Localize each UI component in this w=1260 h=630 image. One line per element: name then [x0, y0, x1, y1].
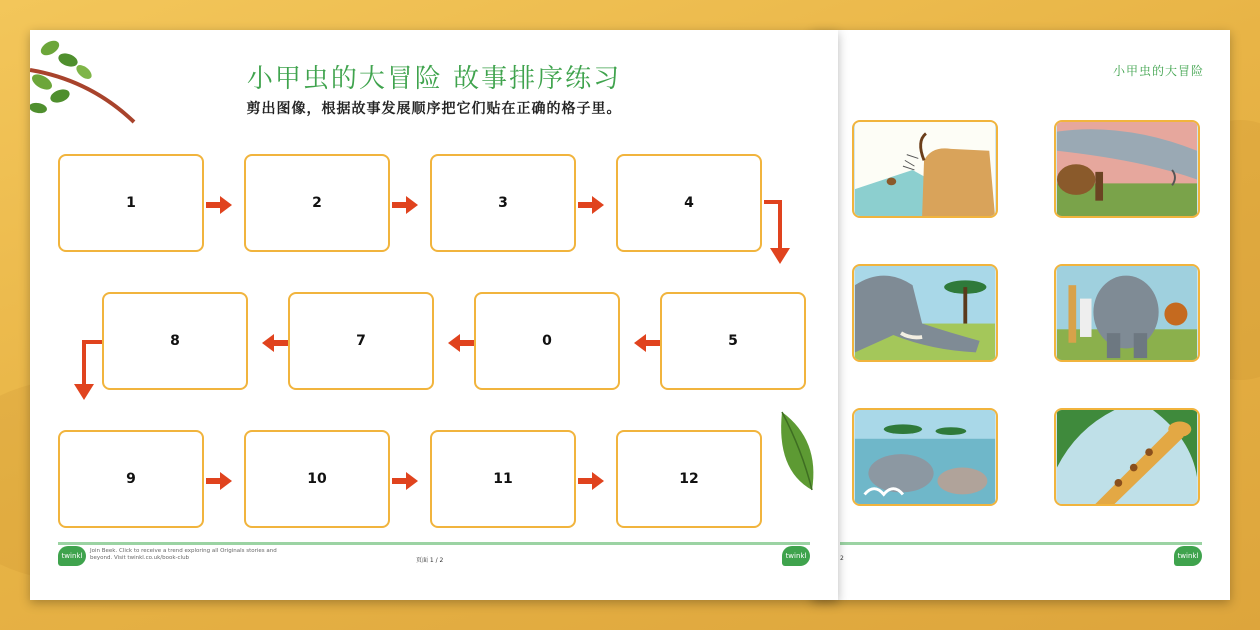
story-picture-elephant-trunk: [852, 264, 998, 362]
story-picture-lion-tail: [852, 120, 998, 218]
sequence-box: [102, 292, 248, 390]
sequence-box: [474, 292, 620, 390]
leaf-decoration: [772, 410, 820, 492]
sequence-box: [430, 430, 576, 528]
worksheet-page-2: [812, 30, 1230, 600]
splashing-illustration: [854, 410, 996, 504]
sequence-box: [660, 292, 806, 390]
arrow-left-icon: [634, 334, 660, 352]
page-2-title: 小甲虫的大冒险: [1112, 64, 1204, 78]
sequence-box: [616, 430, 762, 528]
sequence-box: [616, 154, 762, 252]
sequence-box-number: 12: [679, 471, 699, 487]
sequence-box-number: 7: [356, 333, 366, 349]
sequence-box: [58, 154, 204, 252]
arrow-right-icon: [392, 196, 418, 214]
sequence-box: [288, 292, 434, 390]
sequence-box-number: 9: [126, 471, 136, 487]
sequence-box: [244, 154, 390, 252]
arrow-bend-down-icon: [72, 340, 102, 402]
sequence-box-number: 2: [312, 195, 322, 211]
arrow-right-icon: [578, 196, 604, 214]
twinkl-logo: twinkl: [782, 546, 810, 566]
story-picture-animals-behind-elephant: [1054, 264, 1200, 362]
page-number: 页面 1 / 2: [416, 557, 444, 564]
footer-note: Join Beek. Click to receive a trend exploring all Originals stories and beyond. Visit twinkl.co.uk/book-club: [90, 548, 277, 561]
sequence-box-number: 11: [493, 471, 513, 487]
worksheet-instruction: 剪出图像，根据故事发展顺序把它们贴在正确的格子里。: [246, 101, 622, 117]
twinkl-logo: twinkl: [1174, 546, 1202, 566]
twinkl-logo: twinkl: [58, 546, 86, 566]
giraffe-illustration: [1056, 410, 1198, 504]
footer-divider: [840, 542, 1202, 545]
animals-illustration: [1056, 266, 1198, 360]
sequence-box: [430, 154, 576, 252]
sequence-box-number: 3: [498, 195, 508, 211]
arrow-right-icon: [578, 472, 604, 490]
sequence-box-number: 0: [542, 333, 552, 349]
elephant-back-illustration: [1056, 122, 1198, 216]
story-picture-giraffe: [1054, 408, 1200, 506]
footer-divider: [58, 542, 810, 545]
arrow-right-icon: [206, 472, 232, 490]
story-picture-elephants-splashing: [852, 408, 998, 506]
arrow-left-icon: [262, 334, 288, 352]
arrow-bend-down-icon: [764, 200, 790, 266]
sequence-box: [244, 430, 390, 528]
worksheet-page-1: [30, 30, 838, 600]
story-picture-elephant-back: [1054, 120, 1200, 218]
sequence-box-number: 5: [728, 333, 738, 349]
sequence-box-number: 8: [170, 333, 180, 349]
arrow-right-icon: [206, 196, 232, 214]
arrow-left-icon: [448, 334, 474, 352]
worksheet-title: 小甲虫的大冒险 故事排序练习: [246, 64, 622, 94]
page-number: 2: [840, 555, 844, 562]
sequence-box-number: 1: [126, 195, 136, 211]
sequence-box-number: 4: [684, 195, 694, 211]
arrow-right-icon: [392, 472, 418, 490]
sequence-box: [58, 430, 204, 528]
sequence-box-number: 10: [307, 471, 327, 487]
lion-tail-illustration: [854, 122, 996, 216]
elephant-trunk-illustration: [854, 266, 996, 360]
